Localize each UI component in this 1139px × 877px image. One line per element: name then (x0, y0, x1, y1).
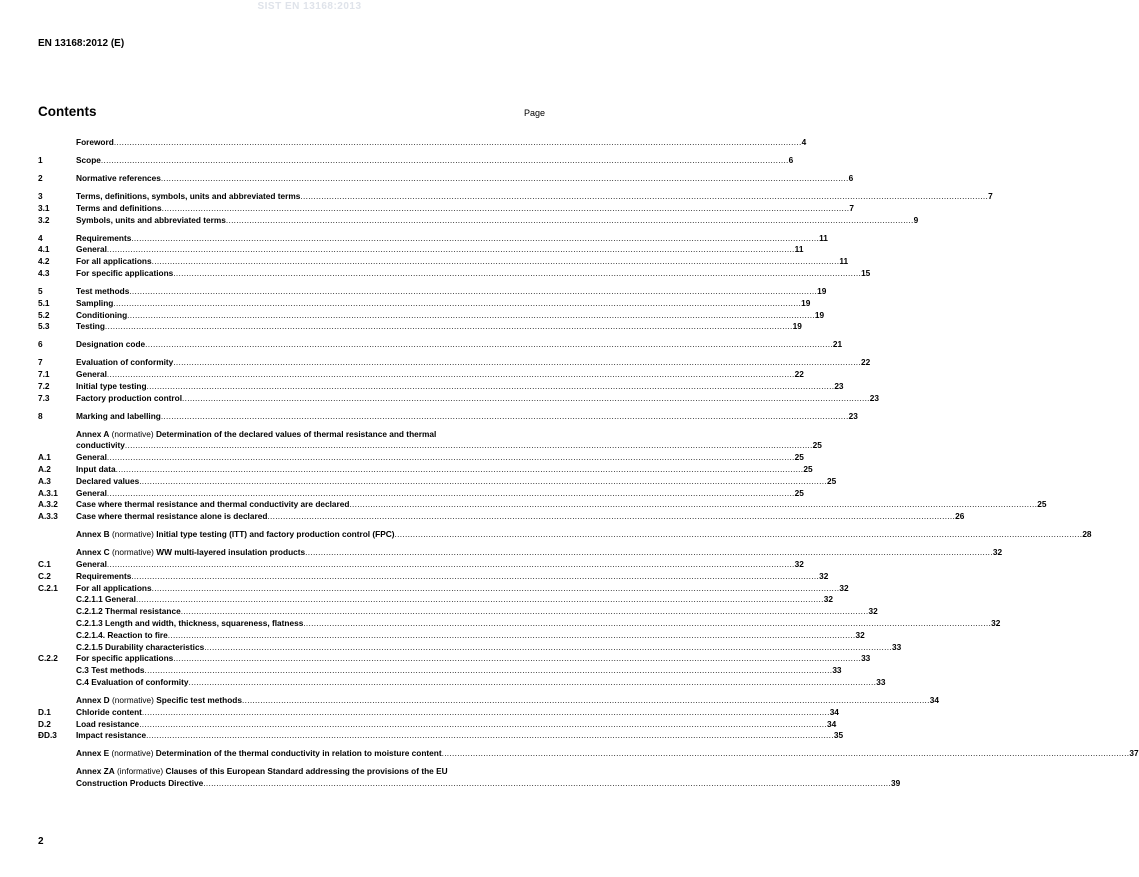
toc-entry-title: Requirements (76, 232, 132, 243)
toc-entry-page: 25 (803, 464, 813, 475)
dot-leader (136, 594, 824, 606)
annex-title: Clauses of this European Standard addressing the provisions of the EU (165, 766, 448, 777)
dot-leader (161, 173, 849, 185)
dot-leader (162, 203, 850, 215)
dot-leader (107, 488, 795, 500)
toc-entry-page: 32 (868, 606, 878, 617)
table-of-contents (38, 137, 1139, 790)
toc-entry[interactable] (38, 475, 837, 488)
toc-entry-title: Factory production control (76, 392, 183, 403)
toc-entry-number: D.1 (38, 706, 51, 717)
toc-entry-number: 2 (38, 172, 43, 183)
toc-entry[interactable] (38, 594, 833, 606)
toc-entry[interactable] (38, 190, 993, 203)
toc-entry[interactable] (38, 641, 902, 654)
toc-entry-title (76, 695, 242, 707)
page-column-label: Page (523, 108, 545, 118)
toc-entry[interactable] (38, 629, 865, 642)
toc-entry-title: Normative references (76, 172, 161, 183)
toc-entry-number: 7.3 (38, 392, 50, 403)
toc-entry[interactable] (38, 511, 965, 523)
toc-entry-page: 34 (829, 706, 839, 717)
toc-entry-page: 25 (794, 487, 804, 498)
toc-entry-title: General (76, 558, 107, 569)
toc-entry-title: Load resistance (76, 718, 140, 729)
toc-entry-number: 8 (38, 410, 43, 421)
toc-entry-title: Terms and definitions (76, 202, 162, 213)
toc-entry-number: C.2 (38, 570, 51, 581)
dot-leader (152, 256, 840, 268)
toc-entry[interactable] (38, 570, 829, 583)
toc-entry[interactable] (38, 582, 849, 595)
toc-entry-page: 33 (891, 641, 902, 652)
toc-entry-number: 4.3 (38, 267, 50, 278)
toc-entry-title: Initial type testing (76, 380, 147, 391)
annex-title: Determination of the thermal conductivity in relation to moisture content (155, 748, 442, 759)
toc-entry-title: Marking and labelling (76, 410, 161, 421)
toc-entry[interactable] (38, 499, 1047, 511)
toc-entry-title: For all applications (76, 256, 152, 267)
dot-leader (107, 244, 795, 256)
toc-entry[interactable] (38, 392, 880, 405)
annex-label: Annex D (76, 694, 110, 705)
toc-entry[interactable] (38, 232, 828, 245)
toc-entry-page: 15 (861, 267, 871, 278)
dot-leader (147, 381, 835, 393)
dot-leader (152, 583, 840, 595)
toc-entry-number: A.3.3 (38, 511, 58, 522)
annex-label: Annex C (76, 547, 110, 558)
toc-entry[interactable] (38, 297, 811, 310)
toc-entry-number: 7.2 (38, 380, 50, 391)
dot-leader (139, 719, 827, 731)
toc-entry-number: ƉD.3 (38, 730, 57, 741)
toc-entry-page: 25 (812, 440, 822, 451)
toc-entry-page: 33 (876, 676, 886, 687)
toc-entry-title (76, 766, 448, 778)
toc-entry-title: C.2.1.3 Length and width, thickness, squareness, flatness (76, 617, 304, 628)
toc-entry[interactable] (38, 369, 804, 381)
page-title: Contents (38, 104, 97, 119)
annex-label: Annex ZA (76, 766, 115, 777)
toc-entry-title: Foreword (76, 137, 114, 147)
toc-entry-number: 3.2 (38, 214, 50, 225)
toc-entry-page: 22 (861, 357, 871, 368)
annex-type: (normative) (109, 748, 156, 759)
toc-entry-page: 11 (819, 232, 828, 243)
toc-entry-title (76, 429, 436, 441)
toc-entry[interactable] (38, 267, 871, 280)
toc-entry-page: 23 (834, 380, 844, 391)
toc-entry-title: Chloride content (76, 706, 142, 717)
toc-entry-title: Impact resistance (76, 730, 147, 741)
toc-entry-page: 26 (955, 511, 965, 522)
dot-leader (107, 559, 795, 571)
toc-entry-title: For specific applications (76, 653, 174, 664)
toc-entry-title: Terms, definitions, symbols, units and abbreviated terms (76, 190, 301, 201)
toc-entry-number: 7.1 (38, 369, 50, 380)
toc-entry-title: General (76, 244, 107, 255)
toc-entry[interactable] (38, 653, 871, 665)
toc-entry-title: C.4 Evaluation of conformity (76, 676, 189, 687)
dot-leader (113, 298, 801, 310)
toc-entry-title: Conditioning (76, 309, 128, 320)
toc-entry[interactable] (38, 339, 843, 351)
dot-leader (142, 707, 830, 719)
toc-entry-number: D.2 (38, 718, 51, 729)
dot-leader (242, 695, 930, 707)
dot-leader (300, 191, 988, 203)
toc-entry-title: Requirements (76, 570, 132, 581)
toc-entry[interactable] (38, 172, 854, 185)
toc-entry-number: 5.1 (38, 297, 50, 308)
toc-entry[interactable] (38, 766, 545, 778)
toc-entry[interactable] (38, 285, 827, 298)
toc-entry-page: 19 (814, 309, 825, 320)
toc-entry[interactable] (38, 558, 804, 571)
dot-leader (114, 137, 802, 149)
toc-entry-number: 4.1 (38, 244, 50, 255)
dot-leader (395, 529, 1083, 541)
dot-leader (173, 357, 861, 369)
toc-entry-page: 32 (992, 547, 1003, 558)
dot-leader (303, 618, 991, 630)
dot-leader (145, 339, 833, 351)
dot-leader (139, 476, 827, 488)
toc-entry[interactable] (38, 464, 813, 476)
toc-entry[interactable] (38, 380, 844, 393)
toc-entry-page: 11 (794, 244, 804, 255)
toc-entry-title: Test methods (76, 285, 130, 296)
toc-entry-number: A.3.1 (38, 487, 58, 498)
annex-label: Annex A (76, 428, 110, 439)
toc-entry[interactable] (38, 202, 854, 215)
dot-leader (173, 268, 861, 280)
dot-leader (105, 321, 793, 333)
toc-entry-number: 5.2 (38, 309, 50, 320)
toc-entry-number: 3 (38, 190, 43, 201)
dot-leader (129, 286, 817, 298)
toc-entry-page: 21 (832, 339, 843, 350)
toc-entry-number: C.1 (38, 558, 51, 569)
toc-entry-title: Input data (76, 464, 116, 475)
toc-entry-title: C.2.1.5 Durability characteristics (76, 641, 205, 652)
toc-entry-page: 32 (819, 570, 829, 581)
toc-entry-page: 23 (848, 410, 858, 421)
toc-entry-title: General (76, 369, 107, 380)
toc-entry-page: 22 (794, 369, 804, 380)
dot-leader (182, 393, 870, 405)
dot-leader (168, 630, 856, 642)
dot-leader (204, 642, 892, 654)
toc-entry[interactable] (38, 452, 804, 464)
annex-title: Determination of the declared values of thermal resistance and thermal (155, 428, 437, 439)
toc-entry-page: 37 (1129, 748, 1139, 759)
toc-entry-page: 19 (792, 321, 802, 332)
annex-type: (normative) (109, 529, 157, 540)
dot-leader (349, 499, 1037, 511)
dot-leader (127, 310, 815, 322)
toc-entry-number: A.1 (38, 452, 51, 463)
toc-entry[interactable] (38, 676, 886, 689)
dot-leader (107, 452, 795, 464)
dot-leader (116, 464, 804, 476)
toc-entry-page: 33 (861, 653, 871, 664)
toc-entry[interactable] (38, 718, 837, 731)
toc-entry-page: 19 (817, 285, 827, 296)
toc-entry[interactable] (38, 748, 1139, 760)
toc-entry-page: 11 (839, 256, 849, 267)
toc-entry-page: 32 (855, 629, 865, 640)
toc-entry[interactable] (38, 410, 858, 423)
toc-entry[interactable] (38, 214, 919, 227)
toc-entry-title: Symbols, units and abbreviated terms (76, 214, 226, 225)
toc-entry-number: 5.3 (38, 321, 50, 332)
dot-leader (131, 571, 819, 583)
toc-entry-number: A.3 (38, 475, 51, 486)
toc-entry-title: For all applications (76, 582, 152, 593)
toc-entry[interactable] (38, 529, 1092, 541)
annex-type: (normative) (109, 547, 157, 558)
toc-entry-title: C.2.1.2 Thermal resistance (76, 606, 181, 617)
toc-entry-title: General (76, 487, 107, 498)
toc-entry-page: 34 (929, 694, 939, 705)
toc-entry-title: conductivity (76, 440, 125, 451)
annex-type: (normative) (109, 428, 156, 439)
page-number: 2 (38, 836, 44, 847)
toc-entry-page: 7 (849, 202, 854, 213)
toc-entry-title: C.3 Test methods (76, 665, 145, 676)
toc-entry[interactable] (38, 357, 871, 369)
toc-entry-title: Construction Products Directive (76, 778, 204, 789)
toc-entry[interactable] (38, 154, 794, 167)
document-id: EN 13168:2012 (E) (38, 38, 125, 49)
toc-entry-number: A.2 (38, 464, 51, 475)
toc-entry-title: Declared values (76, 475, 140, 486)
toc-entry-title (76, 547, 305, 559)
dot-leader (181, 606, 869, 618)
toc-entry[interactable] (38, 440, 822, 452)
dot-leader (203, 778, 891, 790)
toc-entry[interactable] (38, 309, 825, 322)
watermark: SIST EN 13168:2013 (257, 1, 362, 12)
dot-leader (101, 155, 789, 167)
toc-entry-number: 7 (38, 357, 43, 368)
toc-entry[interactable] (38, 256, 849, 268)
toc-entry-title: Testing (76, 321, 105, 332)
annex-title: WW multi-layered insulation products (156, 547, 306, 558)
toc-entry-page: 25 (1037, 499, 1047, 510)
toc-entry[interactable] (38, 778, 901, 790)
toc-entry[interactable] (38, 730, 844, 742)
toc-entry[interactable] (38, 694, 939, 707)
toc-entry-page: 25 (826, 475, 837, 486)
dot-leader (145, 665, 833, 677)
toc-entry-title: Case where thermal resistance and thermal conductivity are declared (76, 499, 350, 510)
toc-entry-title (76, 529, 395, 541)
toc-entry-page: 25 (794, 452, 804, 463)
toc-entry-page: 6 (788, 154, 794, 165)
toc-entry-page: 34 (826, 718, 837, 729)
dot-leader (107, 369, 795, 381)
toc-entry-page: 32 (794, 558, 804, 569)
toc-entry-number: C.2.1 (38, 582, 58, 593)
toc-entry-page: 23 (869, 392, 880, 403)
dot-leader (188, 677, 876, 689)
toc-entry-title: Scope (76, 154, 101, 165)
toc-entry-page: 6 (848, 172, 854, 183)
annex-title: Specific test methods (156, 694, 242, 705)
annex-type: (normative) (109, 694, 157, 705)
toc-entry-page: 39 (891, 778, 901, 789)
toc-entry-number: 5 (38, 285, 43, 296)
toc-entry-title: C.2.1.4. Reaction to fire (76, 629, 168, 640)
toc-entry-page: 32 (823, 594, 833, 605)
toc-entry[interactable] (38, 487, 804, 500)
toc-entry[interactable] (38, 547, 1003, 559)
toc-entry-page: 7 (988, 190, 993, 201)
dot-leader (442, 748, 1130, 760)
dot-leader (226, 215, 914, 227)
toc-entry-page: 9 (913, 214, 919, 225)
toc-entry-title: C.2.1.1 General (76, 594, 136, 605)
annex-label: Annex B (76, 529, 110, 540)
annex-label: Annex E (76, 748, 110, 759)
toc-entry-page: 32 (991, 617, 1001, 628)
toc-entry-page: 19 (801, 297, 811, 308)
annex-type: (informative) (114, 766, 166, 777)
toc-entry-title: Designation code (76, 339, 146, 350)
toc-entry-number: 4.2 (38, 256, 50, 267)
toc-entry-page: 28 (1082, 529, 1092, 540)
toc-entry[interactable] (38, 665, 842, 677)
toc-entry[interactable] (38, 244, 804, 256)
toc-entry-number: 6 (38, 339, 43, 350)
toc-entry-title (76, 748, 442, 760)
dot-leader (267, 511, 955, 523)
toc-entry[interactable] (38, 706, 839, 719)
toc-entry-title: Sampling (76, 297, 114, 308)
toc-entry-page: 4 (801, 137, 807, 147)
dot-leader (146, 730, 834, 742)
toc-entry-page: 33 (832, 665, 842, 676)
toc-entry-page: 35 (833, 730, 844, 741)
dot-leader (125, 440, 813, 452)
toc-entry[interactable] (38, 137, 807, 149)
toc-entry-title: Case where thermal resistance alone is declared (76, 511, 268, 522)
toc-entry-number: A.3.2 (38, 499, 58, 510)
toc-entry-page: 32 (839, 582, 849, 593)
toc-entry-title: Evaluation of conformity (76, 357, 174, 368)
dot-leader (305, 547, 993, 559)
dot-leader (161, 411, 849, 423)
toc-entry[interactable] (38, 321, 802, 333)
toc-entry-title: General (76, 452, 107, 463)
dot-leader (131, 233, 819, 245)
toc-entry[interactable] (38, 606, 878, 618)
toc-entry[interactable] (38, 617, 1001, 630)
annex-title: Initial type testing (ITT) and factory production control (FPC) (156, 529, 395, 540)
toc-entry[interactable] (38, 429, 545, 441)
dot-leader (173, 653, 861, 665)
toc-entry-number: C.2.2 (38, 653, 58, 664)
toc-entry-number: 3.1 (38, 202, 50, 213)
toc-entry-title: For specific applications (76, 267, 174, 278)
toc-entry-number: 1 (38, 154, 43, 165)
toc-entry-number: 4 (38, 232, 43, 243)
